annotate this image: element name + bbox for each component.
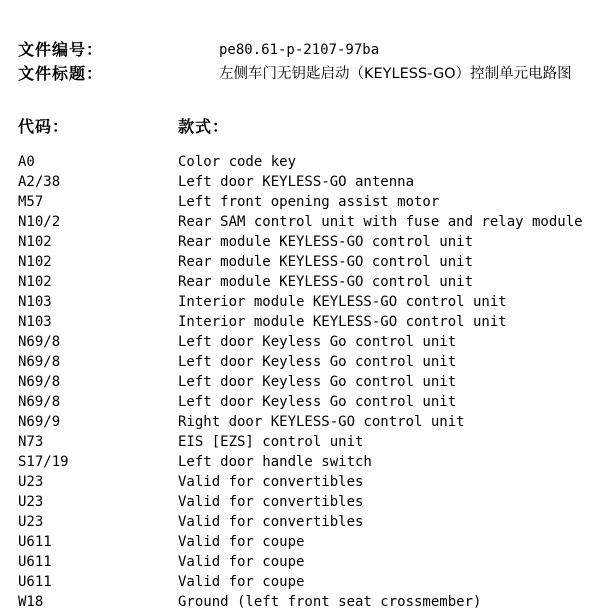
component-code: N69/8: [18, 374, 61, 390]
legend-row: [0, 312, 600, 332]
document-number-value: pe80.61-p-2107-97ba: [219, 42, 380, 58]
component-code: U611: [18, 554, 52, 570]
code-column-header: 代码：: [18, 117, 70, 136]
component-description: Left door Keyless Go control unit: [178, 354, 457, 370]
document-number-label: 文件编号：: [18, 40, 104, 59]
component-legend-list: [0, 152, 600, 612]
component-code: A0: [18, 154, 35, 170]
component-description: EIS [EZS] control unit: [178, 434, 364, 450]
legend-row: [0, 592, 600, 612]
legend-row: [0, 572, 600, 592]
component-description: Left door Keyless Go control unit: [178, 374, 457, 390]
component-code: U611: [18, 574, 52, 590]
component-description: Rear module KEYLESS-GO control unit: [178, 274, 474, 290]
legend-row: [0, 552, 600, 572]
component-code: N102: [18, 254, 52, 270]
component-description: Left front opening assist motor: [178, 194, 440, 210]
component-description: Valid for coupe: [178, 534, 305, 550]
model-column-header: 款式：: [178, 117, 230, 136]
legend-row: [0, 492, 600, 512]
component-description: Left door handle switch: [178, 454, 372, 470]
legend-row: [0, 232, 600, 252]
legend-row: [0, 152, 600, 172]
component-description: Interior module KEYLESS-GO control unit: [178, 294, 507, 310]
component-code: U23: [18, 514, 44, 530]
legend-row: [0, 452, 600, 472]
component-description: Left door Keyless Go control unit: [178, 334, 457, 350]
legend-row: [0, 212, 600, 232]
legend-row: [0, 512, 600, 532]
component-description: Valid for coupe: [178, 574, 305, 590]
component-code: N69/8: [18, 394, 61, 410]
document-title-label: 文件标题：: [18, 64, 104, 83]
component-code: N103: [18, 314, 52, 330]
legend-row: [0, 272, 600, 292]
legend-row: [0, 192, 600, 212]
legend-row: [0, 252, 600, 272]
legend-row: [0, 532, 600, 552]
component-code: U23: [18, 474, 44, 490]
component-code: W18: [18, 594, 44, 610]
component-description: Valid for coupe: [178, 554, 305, 570]
component-code: N69/8: [18, 354, 61, 370]
component-code: A2/38: [18, 174, 61, 190]
document-title-value: 左侧车门无钥匙启动（KEYLESS-GO）控制单元电路图: [219, 66, 572, 82]
legend-row: [0, 432, 600, 452]
component-description: Rear SAM control unit with fuse and relay module: [178, 214, 583, 230]
legend-row: [0, 372, 600, 392]
component-code: N73: [18, 434, 44, 450]
component-description: Rear module KEYLESS-GO control unit: [178, 234, 474, 250]
component-description: Valid for convertibles: [178, 474, 364, 490]
component-description: Ground (left front seat crossmember): [178, 594, 482, 610]
legend-row: [0, 352, 600, 372]
component-code: M57: [18, 194, 44, 210]
component-description: Interior module KEYLESS-GO control unit: [178, 314, 507, 330]
component-code: N10/2: [18, 214, 61, 230]
component-description: Color code key: [178, 154, 297, 170]
component-code: N103: [18, 294, 52, 310]
component-description: Rear module KEYLESS-GO control unit: [178, 254, 474, 270]
component-description: Left door Keyless Go control unit: [178, 394, 457, 410]
legend-row: [0, 292, 600, 312]
component-description: Right door KEYLESS-GO control unit: [178, 414, 465, 430]
component-description: Left door KEYLESS-GO antenna: [178, 174, 415, 190]
component-code: U611: [18, 534, 52, 550]
legend-row: [0, 472, 600, 492]
component-code: N102: [18, 234, 52, 250]
component-code: N69/8: [18, 334, 61, 350]
component-code: N102: [18, 274, 52, 290]
legend-row: [0, 392, 600, 412]
component-description: Valid for convertibles: [178, 514, 364, 530]
legend-row: [0, 172, 600, 192]
component-code: S17/19: [18, 454, 69, 470]
legend-row: [0, 332, 600, 352]
component-code: N69/9: [18, 414, 61, 430]
legend-row: [0, 412, 600, 432]
component-code: U23: [18, 494, 44, 510]
component-description: Valid for convertibles: [178, 494, 364, 510]
